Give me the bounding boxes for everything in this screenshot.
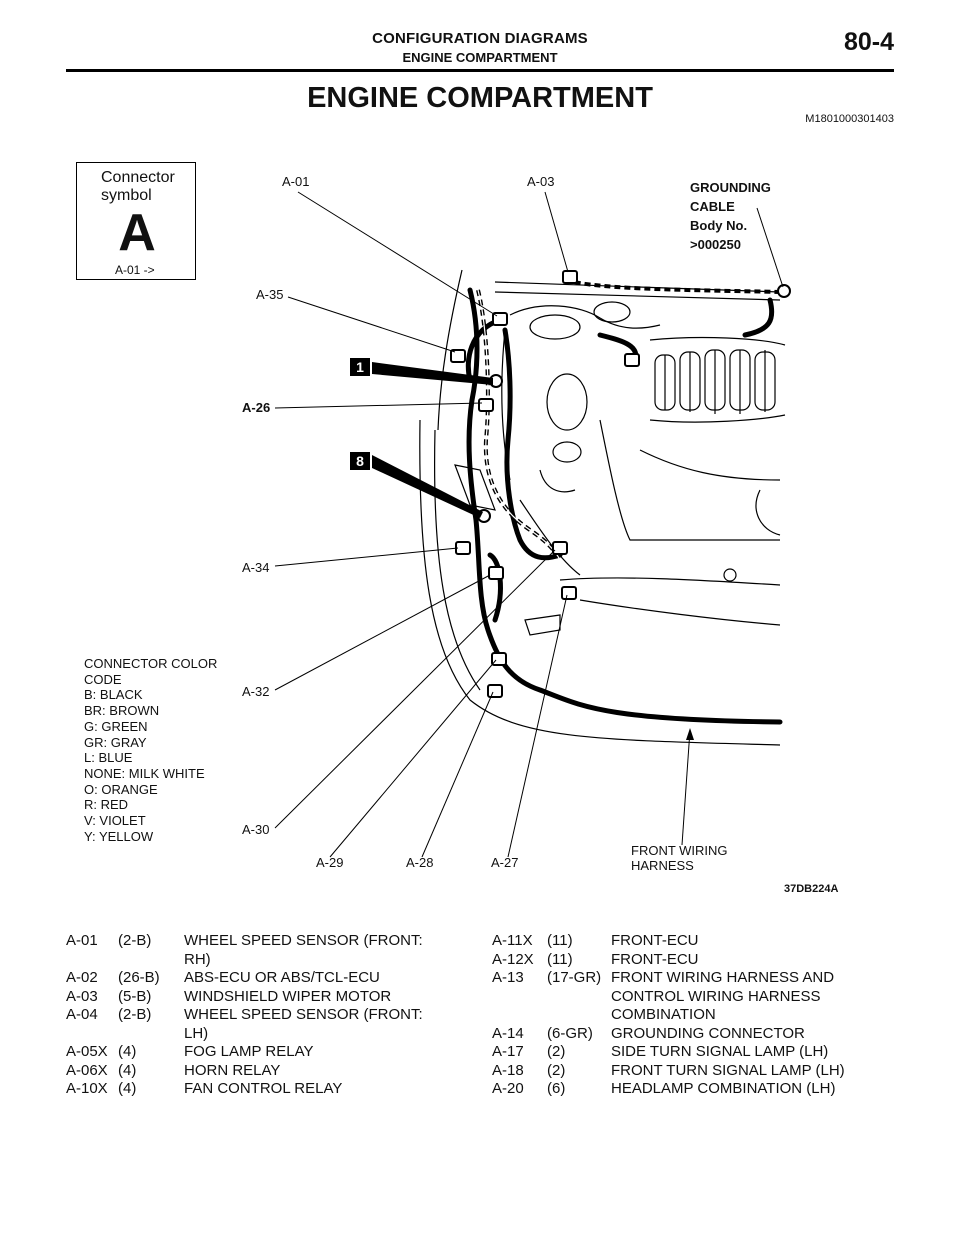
list-item: A-11X (11) FRONT-ECU: [492, 932, 699, 949]
callout-a30: A-30: [242, 822, 270, 837]
harness-line: HARNESS: [631, 858, 694, 873]
callout-badge-1: 1: [356, 359, 364, 375]
color-code-entry: O: ORANGE: [84, 781, 158, 797]
list-item: A-12X (11) FRONT-ECU: [492, 950, 699, 968]
list-item: A-01 (2-B) WHEEL SPEED SENSOR (FRONT: RH): [66, 932, 423, 968]
front-wiring-harness-label: [631, 843, 728, 873]
list-item: A-13 (17-GR) FRONT WIRING HARNESS AND CONTROL WIRING HARNESS COMBINATION: [492, 969, 835, 1023]
list-item: A-05X (4) FOG LAMP RELAY: [66, 1043, 314, 1060]
grounding-line: CABLE: [690, 199, 735, 214]
color-code-entry: Y: YELLOW: [84, 828, 154, 844]
figure-code: 37DB224A: [784, 883, 839, 895]
callout-a26: A-26: [242, 400, 271, 415]
list-item: A-03 (5-B) WINDSHIELD WIPER MOTOR: [66, 987, 392, 1005]
page-title: ENGINE COMPARTMENT: [307, 82, 653, 114]
grounding-line: >000250: [690, 237, 741, 252]
grounding-line: GROUNDING: [690, 180, 771, 195]
list-item: A-10X (4) FAN CONTROL RELAY: [66, 1080, 343, 1097]
section-title: CONFIGURATION DIAGRAMS: [372, 30, 588, 47]
color-code-title: CONNECTOR COLOR CODE: [84, 656, 218, 687]
page-number: 80-4: [843, 28, 894, 56]
color-code-entry: BR: BROWN: [84, 703, 160, 719]
color-code-entry: B: BLACK: [84, 687, 143, 703]
color-code-entry: NONE: MILK WHITE: [84, 765, 205, 781]
grounding-cable-label: [690, 178, 771, 254]
legend-letter: A: [118, 204, 156, 262]
callout-a27: A-27: [491, 855, 519, 870]
callout-badge-8: 8: [356, 453, 364, 469]
callout-a35: A-35: [256, 287, 284, 302]
legend-title: Connector symbol: [101, 169, 175, 204]
callout-a34: A-34: [242, 560, 270, 575]
connector-list-right: [492, 932, 849, 1099]
callout-a32: A-32: [242, 684, 270, 699]
header-rule: [66, 69, 894, 72]
color-code-entry: V: VIOLET: [84, 813, 146, 829]
connector-color-code: [84, 656, 234, 844]
list-item: A-17 (2) SIDE TURN SIGNAL LAMP (LH): [492, 1043, 829, 1060]
grounding-line: Body No.: [690, 218, 748, 233]
list-item: A-18 (2) FRONT TURN SIGNAL LAMP (LH): [492, 1061, 845, 1079]
connector-list-left: [66, 932, 436, 1099]
subsection-title: ENGINE COMPARTMENT: [402, 50, 558, 65]
list-item: A-14 (6-GR) GROUNDING CONNECTOR: [492, 1024, 805, 1042]
color-code-entry: L: BLUE: [84, 750, 133, 766]
color-code-entry: GR: GRAY: [84, 734, 147, 750]
list-item: A-06X (4) HORN RELAY: [66, 1061, 281, 1079]
callout-a03: A-03: [527, 174, 555, 189]
legend-example: A-01 ->: [115, 263, 155, 277]
harness-line: FRONT WIRING: [631, 843, 728, 858]
list-item: A-02 (26-B) ABS-ECU OR ABS/TCL-ECU: [66, 969, 380, 986]
color-code-entry: R: RED: [84, 797, 129, 813]
color-code-entry: G: GREEN: [84, 718, 148, 734]
list-item: A-04 (2-B) WHEEL SPEED SENSOR (FRONT: LH): [66, 1006, 423, 1042]
connector-symbol-legend: [76, 162, 196, 280]
list-item: A-20 (6) HEADLAMP COMBINATION (LH): [492, 1080, 836, 1097]
document-code: M1801000301403: [805, 113, 894, 125]
callout-a29: A-29: [316, 855, 344, 870]
callout-a01: A-01: [282, 174, 310, 189]
callout-a28: A-28: [406, 855, 434, 870]
